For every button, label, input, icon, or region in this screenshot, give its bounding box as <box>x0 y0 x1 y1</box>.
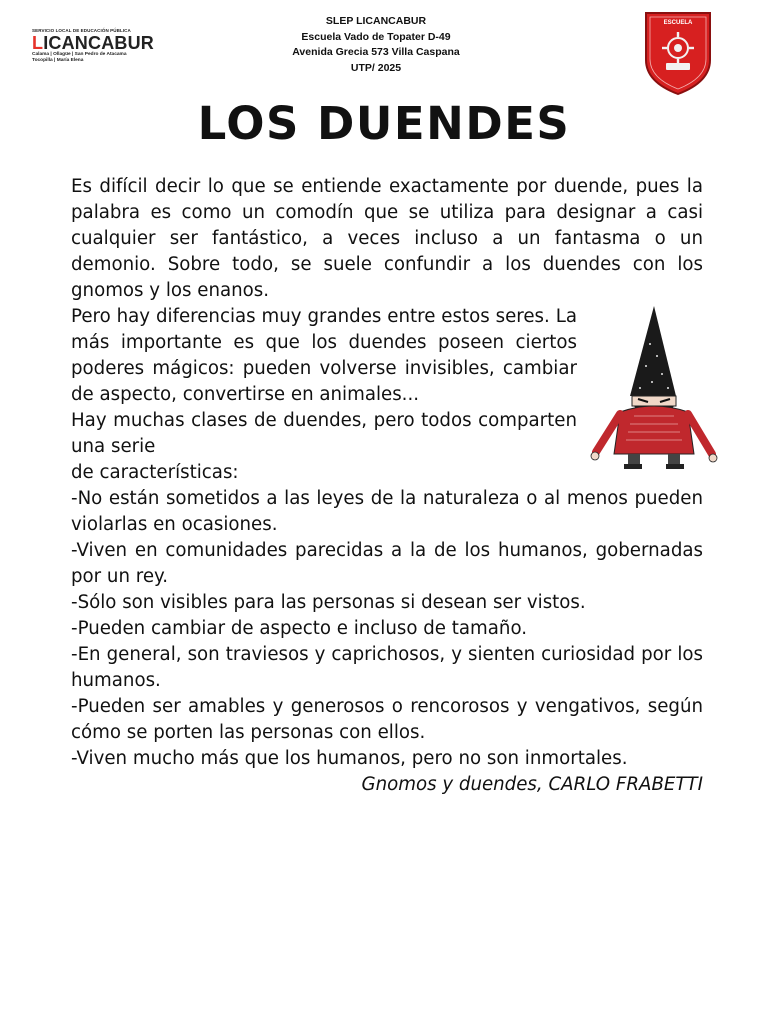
paragraph-intro: Es difícil decir lo que se entiende exactamente por duende, pues la palabra es como un comodín que se utiliza para designar a casi cualquier ser fantástico, a veces incluso a un fantasma o un demonio. Sobre todo, se suele confundir a los duendes con los gnomos y los enanos. <box>71 176 703 301</box>
logo-name-first: L <box>32 33 44 53</box>
crest-label: ESCUELA <box>663 20 693 26</box>
paragraph-differences: Pero hay diferencias muy grandes entre estos seres. La más importante es que los duendes poseen ciertos poderes mágicos: pueden volverse invisibles, cambiar de aspecto, convertirse en animales... <box>71 306 577 405</box>
characteristic-item: -Pueden ser amables y generosos o rencorosos y vengativos, según cómo se porten las personas con ellos. <box>71 696 703 743</box>
header-line-3: Avenida Grecia 573 Villa Caspana <box>292 46 460 58</box>
logo-top-text: SERVICIO LOCAL DE EDUCACIÓN PÚBLICA <box>32 28 131 33</box>
gnome-icon <box>590 304 718 470</box>
logo-sub-line2: Tocopilla | María Elena <box>32 58 84 63</box>
characteristic-item: -En general, son traviesos y caprichosos, y sienten curiosidad por los humanos. <box>71 644 703 691</box>
logo-sub-line1: Calama | Ollagüe | San Pedro de Atacama <box>32 52 127 57</box>
logo-name-rest: ICANCABUR <box>43 33 154 53</box>
licancabur-logo <box>32 28 167 64</box>
header-line-4: UTP/ 2025 <box>350 61 402 74</box>
source-credit: Gnomos y duendes, CARLO FRABETTI <box>361 774 703 795</box>
school-crest-icon <box>642 10 714 96</box>
characteristic-item: -Viven mucho más que los humanos, pero no son inmortales. <box>71 748 628 769</box>
article-body <box>71 174 703 798</box>
header-line-2: Escuela Vado de Topater D-49 <box>301 30 451 43</box>
page-title: LOS DUENDES <box>197 97 571 150</box>
paragraph-classes-cont: de características: <box>71 462 239 483</box>
characteristic-item: -No están sometidos a las leyes de la naturaleza o al menos pueden violarlas en ocasiones. <box>71 488 703 535</box>
paragraph-classes: Hay muchas clases de duendes, pero todos comparten una serie <box>71 410 577 457</box>
characteristic-item: -Pueden cambiar de aspecto e incluso de tamaño. <box>71 618 528 639</box>
characteristic-item: -Sólo son visibles para las personas si desean ser vistos. <box>71 592 586 613</box>
logo-name <box>32 34 167 52</box>
characteristic-item: -Viven en comunidades parecidas a la de los humanos, gobernadas por un rey. <box>71 540 703 587</box>
school-header <box>250 14 502 76</box>
header-line-1: SLEP LICANCABUR <box>325 15 427 27</box>
